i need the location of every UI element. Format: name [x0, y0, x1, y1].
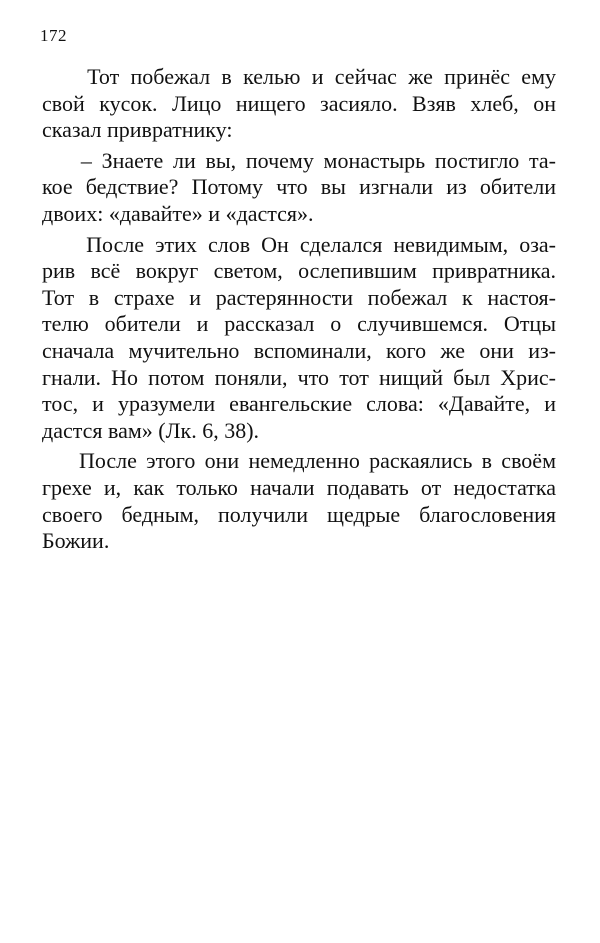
page-number: 172	[40, 26, 67, 45]
text-line: Тот побежал в келью и сейчас же принёс ему	[42, 64, 556, 89]
text-line: гнали. Но потом поняли, что тот нищий был Хрис-	[42, 364, 556, 390]
text-line: – Знаете ли вы, почему монастырь постигло та-	[42, 147, 556, 173]
text-line: тос, и уразумели евангельские слова: «Давайте, и	[42, 391, 556, 417]
text-line: свой кусок. Лицо нищего засияло. Взяв хлеб, он	[42, 90, 556, 116]
text-line: Тот в страхе и растерянности побежал к настоя-	[42, 284, 556, 310]
text-line: грехе и, как только начали подавать от недостатка	[42, 474, 556, 500]
text-line: После этого они немедленно раскаялись в своём	[42, 448, 556, 474]
text-line: телю обители и рассказал о случившемся. Отцы	[42, 311, 556, 337]
text-line: кое бедствие? Потому что вы изгнали из обители	[42, 174, 556, 200]
text-line: После этих слов Он сделался невидимым, оза-	[42, 231, 556, 257]
text-line: сказал привратнику:	[42, 117, 233, 143]
text-line: Божии.	[42, 528, 110, 554]
text-line: своего бедным, получили щедрые благословения	[42, 501, 556, 527]
text-line: рив всё вокруг светом, ослепившим привратника.	[42, 258, 556, 284]
text-line: дастся вам» (Лк. 6, 38).	[42, 417, 260, 443]
body-text	[42, 64, 556, 555]
text-line: двоих: «давайте» и «дастся».	[42, 200, 314, 226]
text-line: сначала мучительно вспоминали, кого же они из-	[42, 337, 556, 363]
